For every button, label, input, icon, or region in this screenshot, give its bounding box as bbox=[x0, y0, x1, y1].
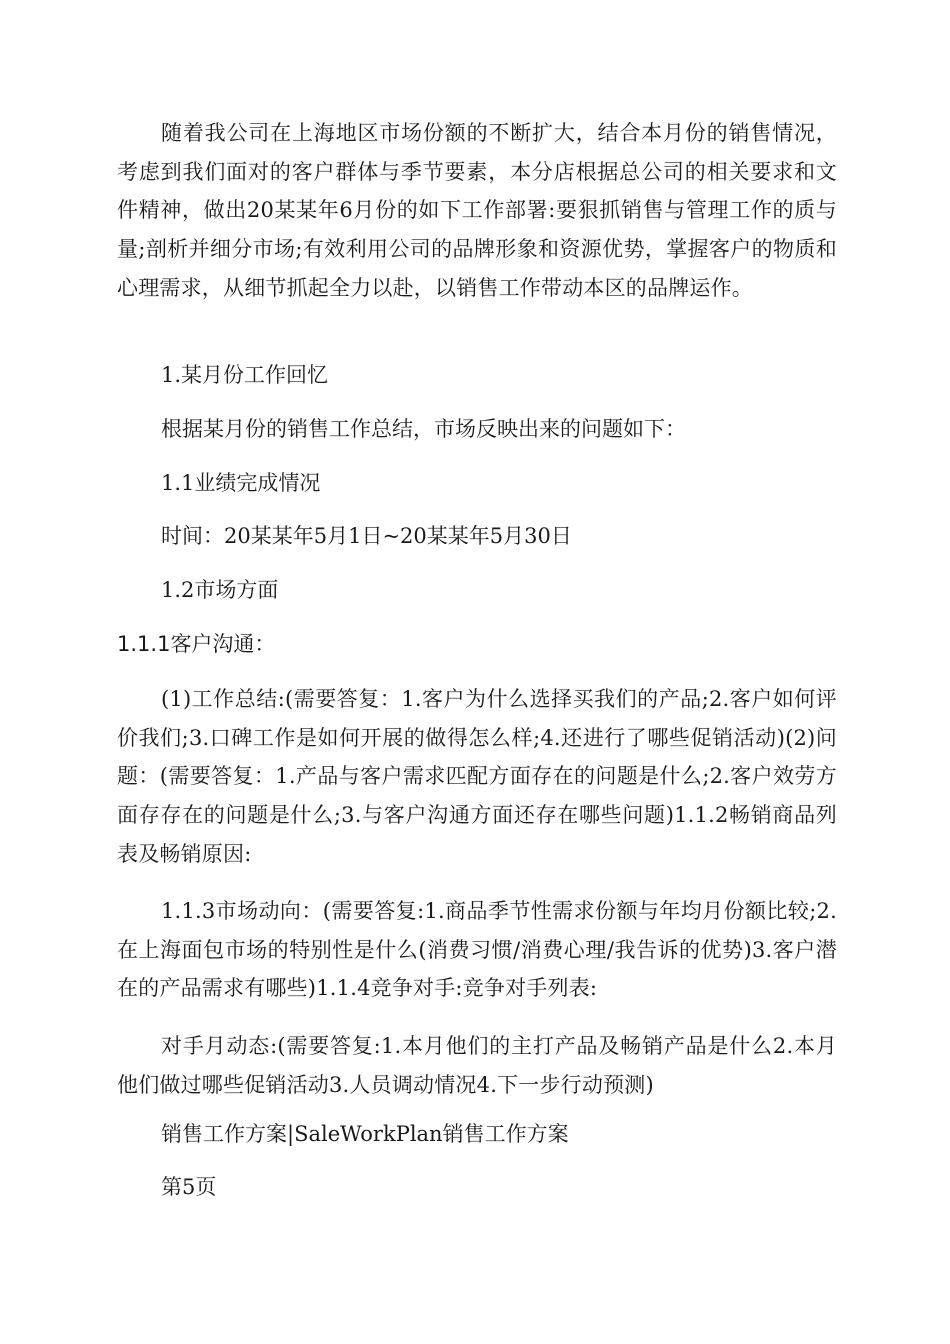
intro-paragraph: 随着我公司在上海地区市场份额的不断扩大，结合本月份的销售情况，考虑到我们面对的客户群体与季节要素，本分店根据总公司的相关要求和文件精神，做出20某某年6月份的如下工作部署:要狠抓销售与管理工作的质与量;剖析并细分市场;有效利用公司的品牌形象和资源优势，掌握客户的物质和心理需求，从细节抓起全力以赴，以销售工作带动本区的品牌运作。 bbox=[117, 121, 837, 300]
section-number: 1.1.1 bbox=[117, 632, 171, 656]
section-heading-1-2: 1.2市场方面 bbox=[161, 578, 279, 602]
competitor-paragraph: 对手月动态:(需要答复:1.本月他们的主打产品及畅销产品是什么2.本月他们做过哪些促销活动3.人员调动情况4.下一步行动预测) bbox=[117, 1034, 837, 1097]
customer-communication-paragraph: (1)工作总结:(需要答复：1.客户为什么选择买我们的产品;2.客户如何评价我们;3.口碑工作是如何开展的做得怎么样;4.还进行了哪些促销活动)(2)问题：(需要答复：1.产品与客户需求匹配方面存在的问题是什么;2.客户效劳方面存存在的问题是什么;3.与客户沟通方面还存在哪些问题)1.1.2畅销商品列表及畅销原因: bbox=[117, 687, 837, 866]
section-heading-1: 1.某月份工作回忆 bbox=[161, 363, 329, 387]
page-number: 第5页 bbox=[161, 1175, 217, 1199]
section-heading-1-1-1 bbox=[117, 629, 275, 659]
market-trend-paragraph: 1.1.3市场动向：(需要答复:1.商品季节性需求份额与年均月份额比较;2.在上海面包市场的特别性是什么(消费习惯/消费心理/我告诉的优势)3.客户潜在的产品需求有哪些)1.1.4竞争对手:竞争对手列表: bbox=[117, 899, 837, 1001]
footer-title: 销售工作方案|SaleWorkPlan销售工作方案 bbox=[161, 1122, 569, 1146]
section-title: 客户沟通： bbox=[170, 632, 276, 656]
time-range-line: 时间：20某某年5月1日~20某某年5月30日 bbox=[161, 524, 572, 548]
section-heading-1-1: 1.1业绩完成情况 bbox=[161, 471, 321, 495]
summary-line: 根据某月份的销售工作总结，市场反映出来的问题如下： bbox=[161, 417, 686, 441]
